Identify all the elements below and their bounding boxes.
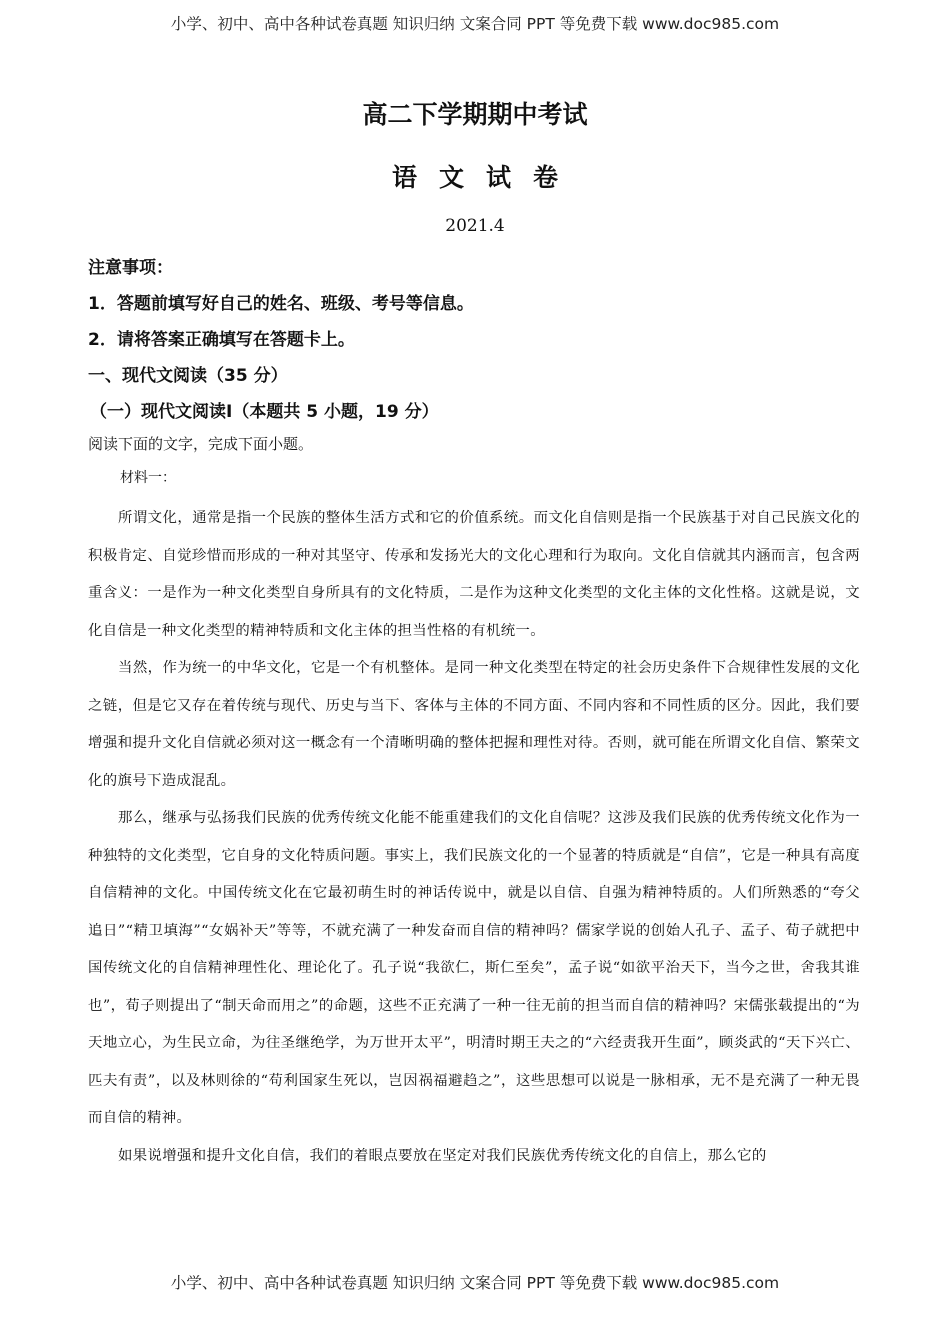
part-heading: （一）现代文阅读Ⅰ（本题共 5 小题，19 分）	[90, 402, 439, 422]
page-header-ad: 小学、初中、高中各种试卷真题 知识归纳 文案合同 PPT 等免费下载 www.doc985.com	[170, 15, 780, 33]
passage-paragraph: 所谓文化，通常是指一个民族的整体生活方式和它的价值系统。而文化自信则是指一个民族基于对自己民族文化的积极肯定、自觉珍惜而形成的一种对其坚守、传承和发扬光大的文化心理和行为取向。文化自信就其内涵而言，包含两重含义：一是作为一种文化类型自身所具有的文化特质，二是作为这种文化类型的文化主体的文化性格。这就是说，文化自信是一种文化类型的精神特质和文化主体的担当性格的有机统一。	[88, 510, 860, 639]
passage-paragraph: 当然，作为统一的中华文化，它是一个有机整体。是同一种文化类型在特定的社会历史条件下合规律性发展的文化之链，但是它又存在着传统与现代、历史与当下、客体与主体的不同方面、不同内容和不同性质的区分。因此，我们要增强和提升文化自信就必须对这一概念有一个清晰明确的整体把握和理性对待。否则，就可能在所谓文化自信、繁荣文化的旗号下造成混乱。	[88, 660, 860, 789]
section-heading: 一、现代文阅读（35 分）	[88, 366, 288, 386]
notice-heading: 注意事项：	[88, 258, 173, 278]
page-title: 高二下学期期中考试	[362, 100, 588, 129]
notice-item: 2．请将答案正确填写在答题卡上。	[88, 330, 355, 350]
reading-instruction: 阅读下面的文字，完成下面小题。	[88, 435, 314, 453]
passage-paragraph: 如果说增强和提升文化自信，我们的着眼点要放在坚定对我们民族优秀传统文化的自信上，那么它的	[118, 1147, 767, 1164]
material-label: 材料一：	[120, 470, 176, 486]
notice-item: 1．答题前填写好自己的姓名、班级、考号等信息。	[88, 294, 474, 314]
page-footer-ad: 小学、初中、高中各种试卷真题 知识归纳 文案合同 PPT 等免费下载 www.doc985.com	[170, 1274, 780, 1292]
exam-date: 2021.4	[445, 216, 505, 236]
page-subtitle: 语文试卷	[391, 163, 580, 192]
passage-paragraph: 那么，继承与弘扬我们民族的优秀传统文化能不能重建我们的文化自信呢？这涉及我们民族的优秀传统文化作为一种独特的文化类型，它自身的文化特质问题。事实上，我们民族文化的一个显著的特质就是“自信”，它是一种具有高度自信精神的文化。中国传统文化在它最初萌生时的神话传说中，就是以自信、自强为精神特质的。人们所熟悉的“夸父追日”“精卫填海”“女娲补天”等等，不就充满了一种发奋而自信的精神吗？儒家学说的创始人孔子、孟子、荀子就把中国传统文化的自信精神理性化、理论化了。孔子说“我欲仁，斯仁至矣”，孟子说“如欲平治天下，当今之世，舍我其谁也”，荀子则提出了“制天命而用之”的命题，这些不正充满了一种一往无前的担当而自信的精神吗？宋儒张载提出的“为天地立心，为生民立命，为往圣继绝学，为万世开太平”，明清时期王夫之的“六经责我开生面”，顾炎武的“天下兴亡、匹夫有责”，以及林则徐的“苟利国家生死以，岂因祸福避趋之”，这些思想可以说是一脉相承，无不是充满了一种无畏而自信的精神。	[88, 810, 860, 1126]
reading-passage	[88, 500, 860, 1175]
